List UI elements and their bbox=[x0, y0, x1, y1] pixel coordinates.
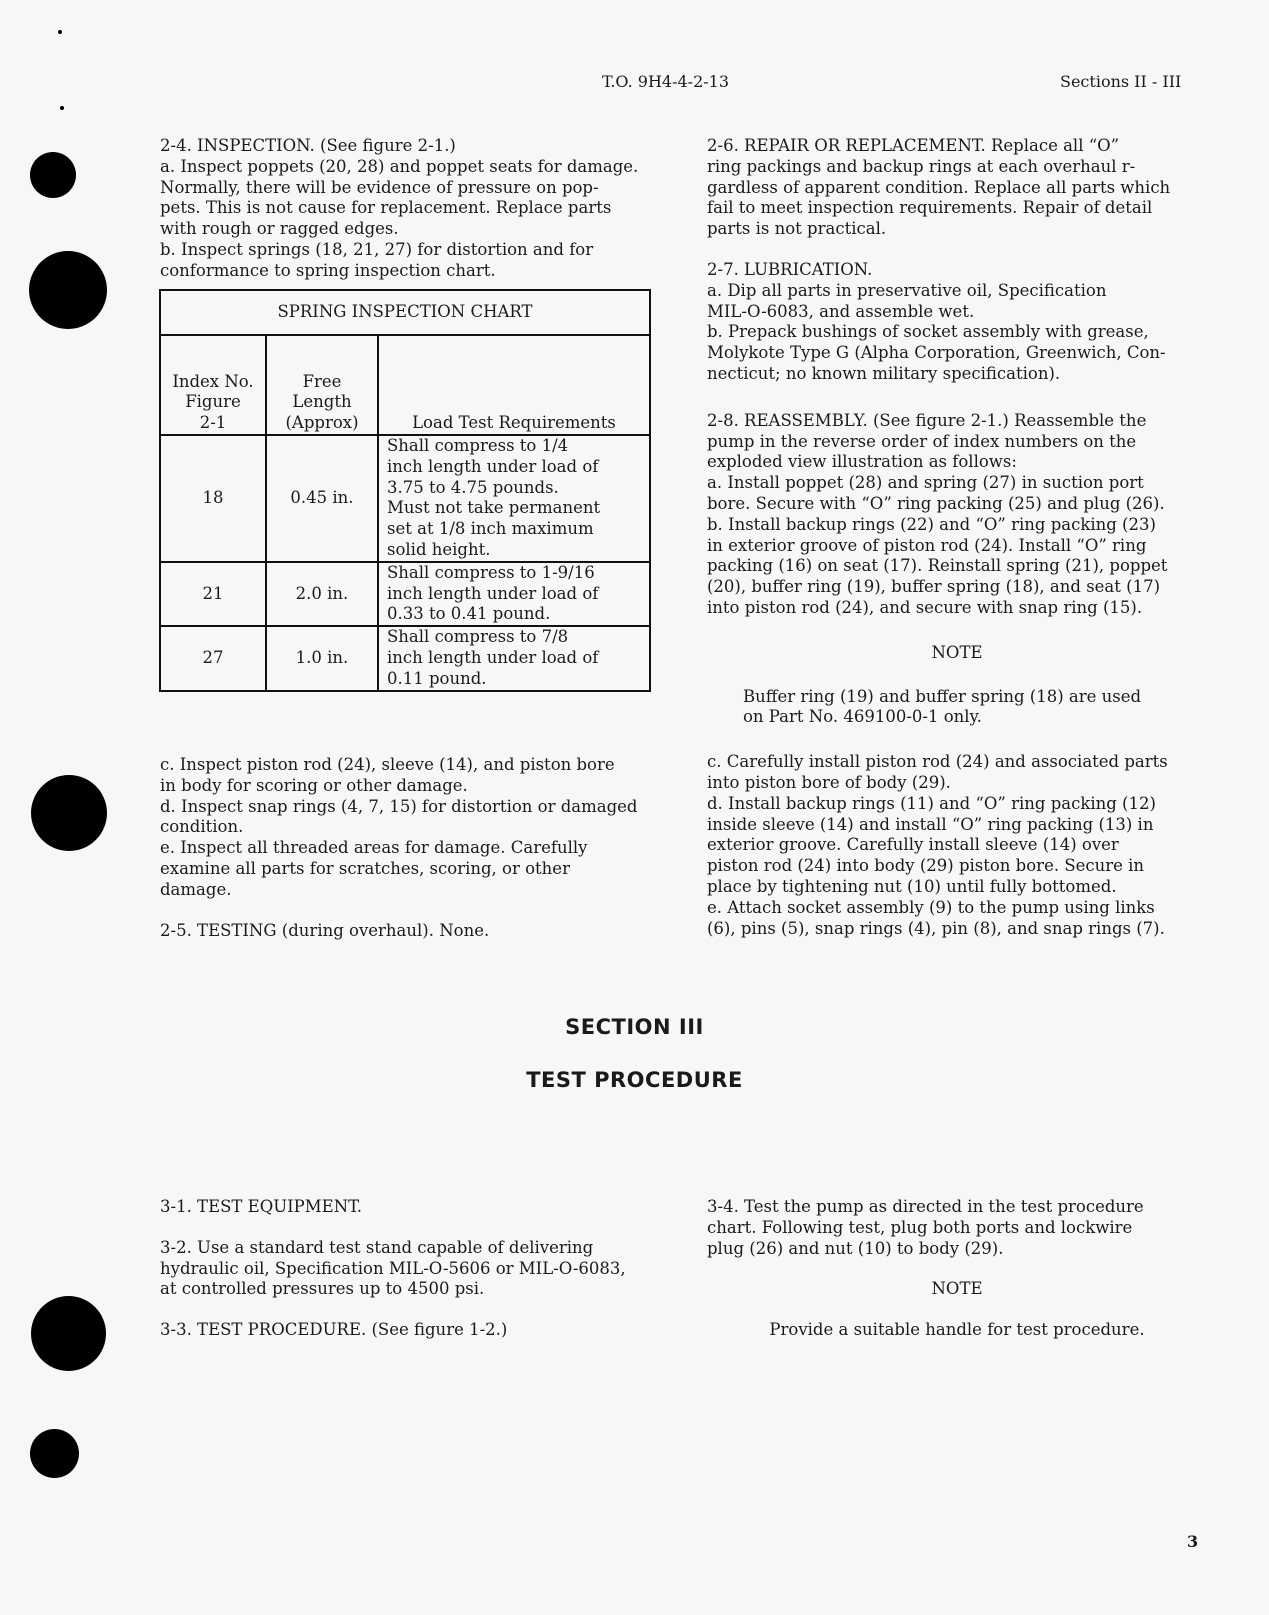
paragraph-line: bore. Secure with “O” ring packing (25) and plug (26). bbox=[707, 493, 1165, 513]
column-header-load-test: Load Test Requirements bbox=[378, 335, 650, 435]
chart-title: SPRING INSPECTION CHART bbox=[160, 290, 650, 335]
binder-hole bbox=[30, 1429, 79, 1478]
paragraph-line: place by tightening nut (10) until fully bottomed. bbox=[707, 876, 1117, 896]
paragraph-line: piston rod (24) into body (29) piston bore. Secure in bbox=[707, 856, 1145, 876]
paragraph-line: gardless of apparent condition. Replace all parts which bbox=[707, 177, 1171, 197]
paragraph-heading: 2-4. INSPECTION. (See figure 2-1.) bbox=[160, 136, 456, 155]
cell-length: 1.0 in. bbox=[266, 626, 378, 690]
paragraph-line: pets. This is not cause for replacement. Replace parts bbox=[160, 198, 612, 218]
paragraph-line: MIL-O-6083, and assemble wet. bbox=[707, 301, 975, 321]
paragraph-line: a. Install poppet (28) and spring (27) in suction port bbox=[707, 473, 1144, 493]
paragraph-line: at controlled pressures up to 4500 psi. bbox=[160, 1279, 485, 1299]
paragraph-line: a. Dip all parts in preservative oil, Specification bbox=[707, 280, 1107, 300]
paragraph-line: in exterior groove of piston rod (24). Install “O” ring bbox=[707, 535, 1147, 555]
paragraph-line: c. Inspect piston rod (24), sleeve (14), and piston bore bbox=[160, 755, 615, 774]
table-row bbox=[160, 562, 650, 626]
paragraph-line: pump in the reverse order of index numbers on the bbox=[707, 431, 1137, 451]
left-column bbox=[160, 136, 660, 282]
paragraph-line: e. Attach socket assembly (9) to the pump using links bbox=[707, 897, 1155, 917]
note-line: on Part No. 469100-0-1 only. bbox=[743, 707, 982, 727]
table-row bbox=[160, 435, 650, 562]
section-heading: SECTION III bbox=[565, 1015, 704, 1039]
paragraph-line: Molykote Type G (Alpha Corporation, Greenwich, Con- bbox=[707, 343, 1166, 363]
page-number: 3 bbox=[1187, 1532, 1199, 1551]
paragraph-line: d. Inspect snap rings (4, 7, 15) for distortion or damaged bbox=[160, 796, 638, 816]
paragraph-line: b. Inspect springs (18, 21, 27) for distortion and for bbox=[160, 239, 594, 259]
paragraph-line: damage. bbox=[160, 879, 232, 899]
note-body: Provide a suitable handle for test procedure. bbox=[769, 1320, 1145, 1340]
spring-inspection-chart bbox=[159, 289, 651, 692]
cell-index: 27 bbox=[160, 626, 266, 690]
paragraph-line: ring packings and backup rings at each overhaul r- bbox=[707, 156, 1136, 176]
paragraph-line: fail to meet inspection requirements. Repair of detail bbox=[707, 198, 1153, 218]
paragraph-line: c. Carefully install piston rod (24) and associated parts bbox=[707, 752, 1168, 772]
table-row bbox=[160, 626, 650, 690]
paragraph-line: exterior groove. Carefully install sleeve (14) over bbox=[707, 835, 1119, 855]
paragraph-line: necticut; no known military specification). bbox=[707, 363, 1061, 383]
paragraph-line: a. Inspect poppets (20, 28) and poppet seats for damage. bbox=[160, 156, 639, 176]
paragraph-line: b. Install backup rings (22) and “O” ring packing (23) bbox=[707, 514, 1156, 534]
paragraph-line: packing (16) on seat (17). Reinstall spring (21), poppet bbox=[707, 556, 1168, 576]
paragraph-line: in body for scoring or other damage. bbox=[160, 775, 468, 795]
paragraph-line: d. Install backup rings (11) and “O” ring packing (12) bbox=[707, 793, 1156, 813]
right-column bbox=[707, 136, 1207, 939]
paragraph-line: (6), pins (5), snap rings (4), pin (8), and snap rings (7). bbox=[707, 918, 1165, 938]
note-title: NOTE bbox=[931, 1279, 983, 1299]
paragraph-line: (20), buffer ring (19), buffer spring (18), and seat (17) bbox=[707, 577, 1161, 597]
paragraph-line: 3-2. Use a standard test stand capable of delivering bbox=[160, 1237, 594, 1257]
paragraph-line: examine all parts for scratches, scoring, or other bbox=[160, 858, 570, 878]
speck bbox=[58, 30, 62, 34]
left-column-lower bbox=[160, 755, 660, 941]
paragraph-heading: 2-5. TESTING (during overhaul). None. bbox=[160, 920, 490, 940]
paragraph-line: e. Inspect all threaded areas for damage. Carefully bbox=[160, 838, 588, 858]
section3-right bbox=[707, 1197, 1207, 1341]
note-title: NOTE bbox=[931, 642, 983, 662]
binder-hole bbox=[31, 1296, 106, 1371]
paragraph-line: plug (26) and nut (10) to body (29). bbox=[707, 1238, 1004, 1258]
paragraph-heading: 3-1. TEST EQUIPMENT. bbox=[160, 1197, 362, 1216]
paragraph-heading: 3-3. TEST PROCEDURE. (See figure 1-2.) bbox=[160, 1320, 508, 1340]
cell-requirement: Shall compress to 1/4 inch length under load of 3.75 to 4.75 pounds. Must not take permanent set at 1/8 inch maximum solid height. bbox=[378, 435, 650, 562]
paragraph-heading: 2-7. LUBRICATION. bbox=[707, 259, 873, 279]
section3-left bbox=[160, 1197, 660, 1341]
cell-index: 21 bbox=[160, 562, 266, 626]
paragraph-line: parts is not practical. bbox=[707, 219, 887, 239]
section-range: Sections II - III bbox=[1060, 72, 1182, 91]
paragraph-line: hydraulic oil, Specification MIL-O-5606 or MIL-O-6083, bbox=[160, 1258, 626, 1278]
paragraph-line: b. Prepack bushings of socket assembly with grease, bbox=[707, 322, 1149, 342]
section-subheading: TEST PROCEDURE bbox=[526, 1068, 743, 1092]
column-header-free-length: Free Length (Approx) bbox=[266, 335, 378, 435]
binder-hole bbox=[30, 152, 76, 198]
binder-hole bbox=[31, 775, 107, 851]
speck bbox=[60, 106, 64, 110]
paragraph-line: with rough or ragged edges. bbox=[160, 219, 399, 239]
paragraph-line: Normally, there will be evidence of pressure on pop- bbox=[160, 177, 599, 197]
cell-length: 2.0 in. bbox=[266, 562, 378, 626]
document-number: T.O. 9H4-4-2-13 bbox=[602, 72, 730, 91]
paragraph-line: 2-8. REASSEMBLY. (See figure 2-1.) Reassemble the bbox=[707, 410, 1147, 430]
paragraph-line: inside sleeve (14) and install “O” ring packing (13) in bbox=[707, 814, 1154, 834]
column-header-index: Index No. Figure 2-1 bbox=[160, 335, 266, 435]
paragraph-line: chart. Following test, plug both ports and lockwire bbox=[707, 1217, 1133, 1237]
cell-length: 0.45 in. bbox=[266, 435, 378, 562]
paragraph-line: condition. bbox=[160, 817, 244, 837]
note-body bbox=[707, 687, 1207, 729]
paragraph-line: into piston rod (24), and secure with snap ring (15). bbox=[707, 597, 1143, 617]
paragraph-line: 2-6. REPAIR OR REPLACEMENT. Replace all “O” bbox=[707, 136, 1120, 155]
paragraph-line: exploded view illustration as follows: bbox=[707, 452, 1017, 472]
cell-requirement: Shall compress to 7/8 inch length under load of 0.11 pound. bbox=[378, 626, 650, 690]
paragraph-line: conformance to spring inspection chart. bbox=[160, 260, 496, 280]
cell-requirement: Shall compress to 1-9/16 inch length under load of 0.33 to 0.41 pound. bbox=[378, 562, 650, 626]
binder-hole bbox=[29, 251, 107, 329]
cell-index: 18 bbox=[160, 435, 266, 562]
note-line: Buffer ring (19) and buffer spring (18) are used bbox=[743, 686, 1142, 706]
paragraph-line: into piston bore of body (29). bbox=[707, 772, 951, 792]
paragraph-line: 3-4. Test the pump as directed in the test procedure bbox=[707, 1197, 1144, 1216]
